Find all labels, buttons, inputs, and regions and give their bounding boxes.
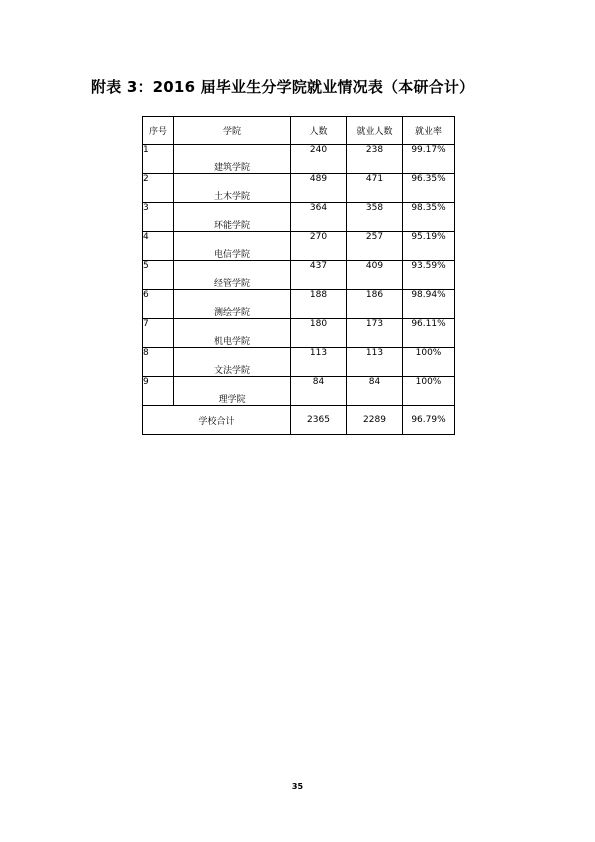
table-row [143,145,455,174]
row-rate: 98.94% [403,290,455,319]
row-college: 经管学院 [174,261,291,290]
header-index: 序号 [143,117,174,145]
row-count: 84 [291,377,347,406]
header-college: 学院 [174,117,291,145]
page-title: 附表 3：2016 届毕业生分学院就业情况表（本研合计） [91,78,475,96]
row-employed: 238 [347,145,403,174]
row-rate: 95.19% [403,232,455,261]
row-college: 土木学院 [174,174,291,203]
row-rate: 100% [403,377,455,406]
total-rate: 96.79% [403,406,455,435]
table-row [143,290,455,319]
row-index: 9 [143,377,174,406]
row-rate: 96.11% [403,319,455,348]
row-employed: 358 [347,203,403,232]
employment-table [142,116,455,435]
header-rate: 就业率 [403,117,455,145]
table-row [143,261,455,290]
row-count: 270 [291,232,347,261]
row-count: 113 [291,348,347,377]
row-college: 理学院 [174,377,291,406]
row-rate: 93.59% [403,261,455,290]
row-employed: 409 [347,261,403,290]
row-college: 机电学院 [174,319,291,348]
row-index: 4 [143,232,174,261]
row-college: 环能学院 [174,203,291,232]
table-row [143,319,455,348]
row-rate: 99.17% [403,145,455,174]
row-index: 8 [143,348,174,377]
header-count: 人数 [291,117,347,145]
table-header-row [143,117,455,145]
row-employed: 173 [347,319,403,348]
row-count: 364 [291,203,347,232]
row-count: 489 [291,174,347,203]
table-row [143,174,455,203]
table-total-row [143,406,455,435]
row-college: 测绘学院 [174,290,291,319]
total-count: 2365 [291,406,347,435]
row-employed: 113 [347,348,403,377]
row-index: 3 [143,203,174,232]
table-row [143,203,455,232]
row-employed: 257 [347,232,403,261]
page-number: 35 [291,782,304,791]
row-count: 437 [291,261,347,290]
row-employed: 84 [347,377,403,406]
row-count: 180 [291,319,347,348]
table-row [143,377,455,406]
row-college: 电信学院 [174,232,291,261]
row-employed: 471 [347,174,403,203]
row-college: 建筑学院 [174,145,291,174]
table-row [143,232,455,261]
row-rate: 98.35% [403,203,455,232]
row-college: 文法学院 [174,348,291,377]
row-index: 5 [143,261,174,290]
row-rate: 100% [403,348,455,377]
row-index: 1 [143,145,174,174]
row-rate: 96.35% [403,174,455,203]
row-index: 2 [143,174,174,203]
row-count: 240 [291,145,347,174]
row-index: 6 [143,290,174,319]
table-row [143,348,455,377]
total-employed: 2289 [347,406,403,435]
row-count: 188 [291,290,347,319]
row-employed: 186 [347,290,403,319]
header-employed: 就业人数 [347,117,403,145]
total-label: 学校合计 [143,406,291,435]
row-index: 7 [143,319,174,348]
